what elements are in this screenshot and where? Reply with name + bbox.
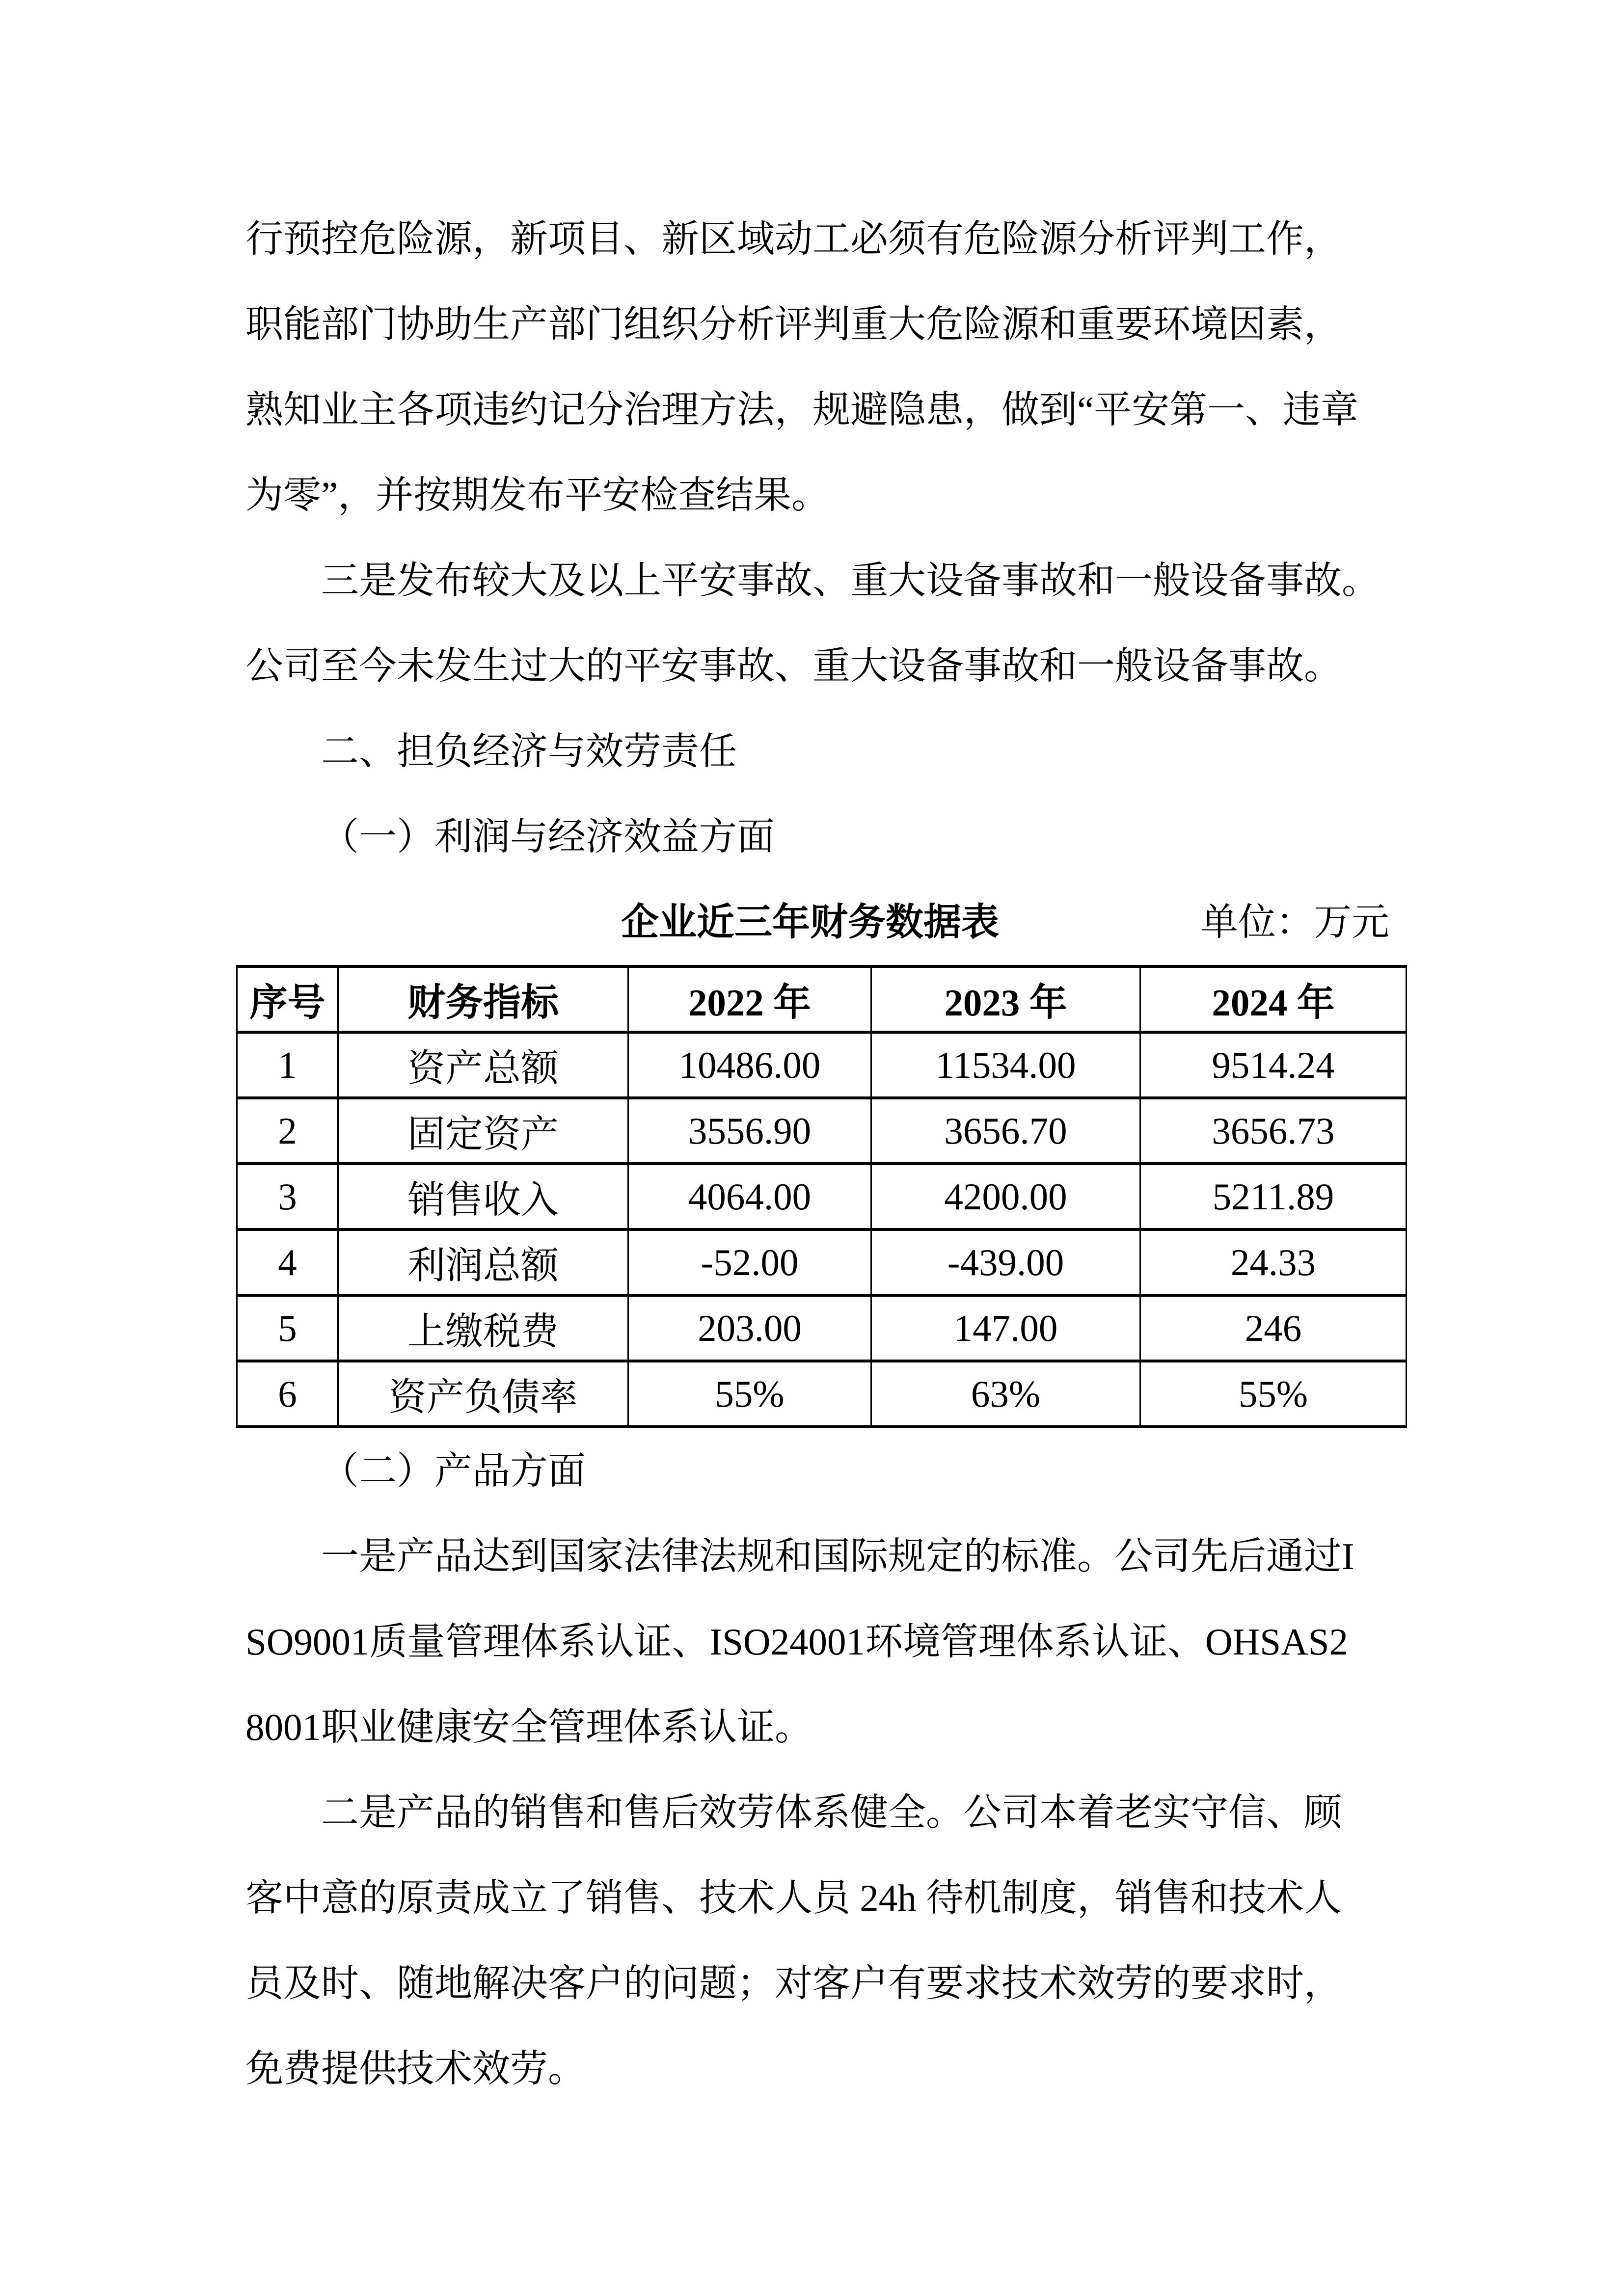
table-row [237, 1361, 1407, 1427]
table-cell: 5 [237, 1295, 338, 1361]
heading-profit-benefit: （一）利润与经济效益方面 [321, 816, 775, 858]
table-cell: 9514.24 [1140, 1032, 1407, 1098]
body-text-line: 为零”，并按期发布平安检查结果。 [245, 474, 830, 516]
body-text-line: SO9001质量管理体系认证、ISO24001环境管理体系认证、OHSAS2 [245, 1621, 1348, 1663]
table-cell: 上缴税费 [338, 1295, 628, 1361]
table-cell: 1 [237, 1032, 338, 1098]
body-text-line: 三是发布较大及以上平安事故、重大设备事故和一般设备事故。 [321, 560, 1380, 602]
table-cell: 资产总额 [338, 1032, 628, 1098]
table-cell: 10486.00 [628, 1032, 871, 1098]
table-header-row [237, 966, 1407, 1032]
table-header-cell: 序号 [237, 966, 338, 1032]
table-cell: -52.00 [628, 1229, 871, 1295]
body-text-line: 公司至今未发生过大的平安事故、重大设备事故和一般设备事故。 [245, 645, 1342, 687]
table-row [237, 1229, 1407, 1295]
heading-economic-responsibility: 二、担负经济与效劳责任 [321, 730, 737, 773]
table-cell: 资产负债率 [338, 1361, 628, 1427]
body-text-line: 一是产品达到国家法律法规和国际规定的标准。公司先后通过I [321, 1535, 1354, 1577]
table-row [237, 1032, 1407, 1098]
table-cell: 3556.90 [628, 1098, 871, 1164]
table-cell: 6 [237, 1361, 338, 1427]
table-caption: 企业近三年财务数据表 [621, 901, 999, 943]
table-cell: 63% [871, 1361, 1140, 1427]
body-text-line: 二是产品的销售和售后效劳体系健全。公司本着老实守信、顾 [321, 1791, 1342, 1834]
table-cell: 利润总额 [338, 1229, 628, 1295]
body-text-line: 客中意的原责成立了销售、技术人员 24h 待机制度，销售和技术人 [245, 1877, 1342, 1919]
table-cell: 147.00 [871, 1295, 1140, 1361]
table-header-cell: 2024 年 [1140, 966, 1407, 1032]
table-cell: 3 [237, 1164, 338, 1229]
table-header-cell: 财务指标 [338, 966, 628, 1032]
table-cell: 4200.00 [871, 1164, 1140, 1229]
body-text-line: 员及时、随地解决客户的问题；对客户有要求技术效劳的要求时， [245, 1962, 1342, 2004]
table-row [237, 1295, 1407, 1361]
table-row [237, 1098, 1407, 1164]
financial-data-table [236, 965, 1407, 1428]
page-content [245, 196, 1434, 2111]
table-row [237, 1164, 1407, 1229]
table-cell: 销售收入 [338, 1164, 628, 1229]
table-cell: 4 [237, 1229, 338, 1295]
table-cell: 55% [628, 1361, 871, 1427]
table-cell: 4064.00 [628, 1164, 871, 1229]
table-cell: 固定资产 [338, 1098, 628, 1164]
heading-product: （二）产品方面 [321, 1450, 586, 1492]
table-unit-label: 单位：万元 [1200, 901, 1389, 943]
table-cell: 203.00 [628, 1295, 871, 1361]
body-text-line: 熟知业主各项违约记分治理方法，规避隐患，做到“平安第一、违章 [245, 389, 1359, 431]
table-cell: -439.00 [871, 1229, 1140, 1295]
table-header-cell: 2023 年 [871, 966, 1140, 1032]
table-header-cell: 2022 年 [628, 966, 871, 1032]
table-cell: 24.33 [1140, 1229, 1407, 1295]
table-cell: 3656.73 [1140, 1098, 1407, 1164]
table-cell: 246 [1140, 1295, 1407, 1361]
table-caption-row [245, 880, 1389, 965]
table-cell: 55% [1140, 1361, 1407, 1427]
body-text-line: 行预控危险源，新项目、新区域动工必须有危险源分析评判工作， [245, 218, 1342, 260]
body-text-line: 职能部门协助生产部门组织分析评判重大危险源和重要环境因素， [245, 303, 1342, 346]
body-text-line: 8001职业健康安全管理体系认证。 [245, 1706, 812, 1748]
table-cell: 2 [237, 1098, 338, 1164]
table-cell: 5211.89 [1140, 1164, 1407, 1229]
table-cell: 11534.00 [871, 1032, 1140, 1098]
body-text-line: 免费提供技术效劳。 [245, 2048, 586, 2090]
table-cell: 3656.70 [871, 1098, 1140, 1164]
